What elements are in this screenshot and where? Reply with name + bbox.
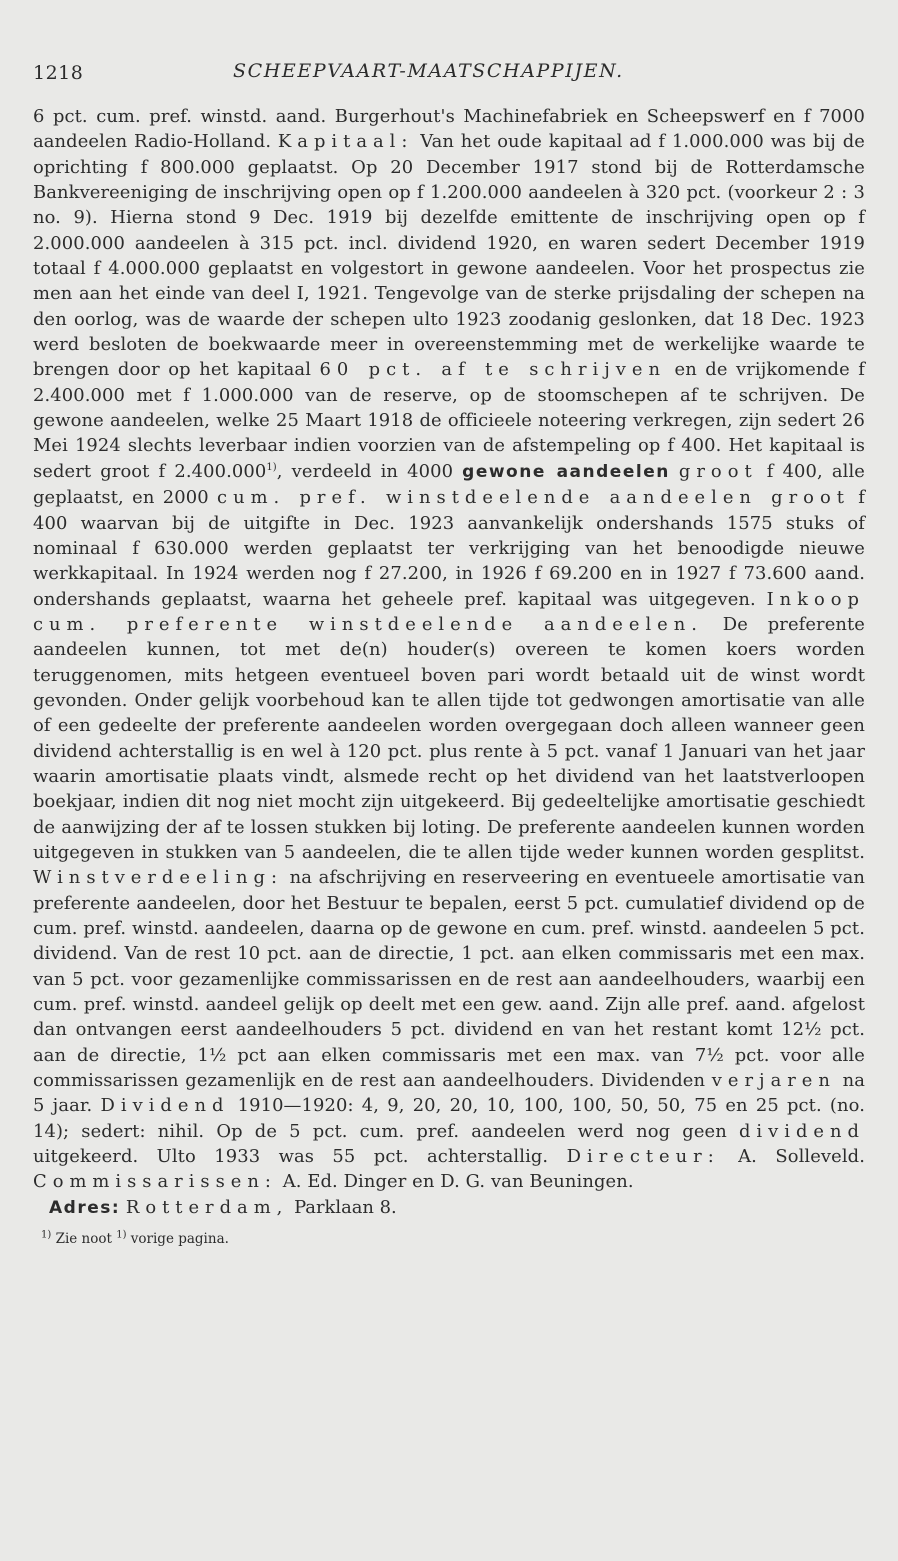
address-line (33, 1195, 865, 1221)
footnote-text-ref: vorige pagina. (130, 1231, 229, 1248)
text-run: A. Ed. Dinger en D. G. van Beuningen. (282, 1171, 634, 1193)
text-run: en de vrijkomende f 2.400.000 met f 1.000.000 van de reserve, op de stoomschepen af te schrijven. De gewone aandeelen, welke 25 Maart 1918 de officieele noteering verkregen, zijn sedert 26 Mei 1924 slechts leverbaar indien voorzien van de afstempeling op f 400. Het kapitaal is sedert groot f 2.400.000 (33, 359, 865, 482)
text-run: na 5 jaar. (33, 1070, 865, 1117)
spaced-word-dividend: dividend (738, 1120, 865, 1142)
spaced-phrase-afschrijven: 60 pct. af te schrijven (319, 359, 666, 381)
spaced-word-verjaren: verjaren (711, 1070, 836, 1092)
section-heading-dividend: Dividend (100, 1095, 230, 1117)
section-heading-kapitaal: Kapitaal: (277, 131, 414, 153)
text-run: uitgekeerd. Ulto 1933 was 55 pct. achterstallig. (33, 1146, 549, 1168)
section-heading-inkoop: Inkoop cum. preferente winstdeelende aandeelen. (33, 588, 865, 635)
emphasis-gewone-aandeelen: gewone aandeelen (462, 461, 670, 482)
page-header (33, 56, 865, 90)
text-run: Van het oude kapitaal ad f 1.000.000 was bij de oprichting f 800.000 geplaatst. Op 20 December 1917 stond bij de Rotterdamsche Bankvereeniging de inschrijving open op f 1.200.000 aandeelen à 320 pct. (voorkeur 2 : 3 no. 9). Hierna stond 9 Dec. 1919 bij dezelfde emittente de inschrijving open op f 2.000.000 aandeelen à 315 pct. incl. dividend 1920, en waren sedert December 1919 totaal f 4.000.000 geplaatst en volgestort in gewone aandeelen. Voor het prospectus zie men aan het einde van deel I, 1921. Tengevolge van de sterke prijsdaling der schepen na den oorlog, was de waarde der schepen ulto 1923 zoodanig geslonken, dat 18 Dec. 1923 werd besloten de boekwaarde meer in overeenstemming met de werkelijke waarde te brengen door op het kapitaal (33, 131, 865, 381)
section-heading-directeur: Directeur: (566, 1146, 720, 1168)
section-heading-winstverdeeling: Winstverdeeling: (33, 867, 284, 889)
address-label: Adres: (49, 1197, 121, 1218)
document-page (33, 56, 865, 1249)
text-run: De preferente aandeelen kunnen, tot met de(n) houder(s) overeen te komen koers worden teruggenomen, mits hetgeen eventueel boven pari wordt betaald uit de winst wordt gevonden. Onder gelijk voorbehoud kan te allen tijde tot gedwongen amortisatie van alle of een gedeelte der preferente aandeelen worden overgegaan doch alleen wanneer geen dividend achterstallig is en wel à 120 pct. plus rente à 5 pct. vanaf 1 Januari van het jaar waarin amortisatie plaats vindt, alsmede recht op het dividend van het laatstverloopen boekjaar, indien dit nog niet mocht zijn uitgekeerd. Bij gedeeltelijke amortisatie geschiedt de aanwijzing der af te lossen stukken bij loting. De preferente aandeelen kunnen worden uitgegeven in stukken van 5 aandeelen, die te allen tijde weder kunnen worden gesplitst. (33, 613, 865, 863)
footnote-marker: 1) (41, 1229, 52, 1241)
spaced-phrase-cum-pref: cum. pref. winstdeelende aandeelen groot (217, 487, 850, 509)
footnote (33, 1229, 865, 1249)
text-run: , verdeeld in 4000 (276, 460, 454, 482)
text-run: A. Solleveld. (738, 1146, 865, 1168)
text-run: 1910—1920: 4, 9, 20, 20, 10, 100, 100, 50, 50, 75 en 25 pct. (no. 14); sedert: nihil. Op de 5 pct. cum. pref. aandeelen werd nog geen (33, 1095, 865, 1142)
text-run: na afschrijving en reserveering en eventueele amortisatie van preferente aandeelen, door het Bestuur te bepalen, eerst 5 pct. cumulatief dividend op de cum. pref. winstd. aandeelen, daarna op de gewone en cum. pref. winstd. aandeelen 5 pct. dividend. Van de rest 10 pct. aan de directie, 1 pct. aan elken commissaris met een max. van 5 pct. voor gezamenlijke commissarissen en de rest aan aandeelhouders, waarbij een cum. pref. winstd. aandeel gelijk op deelt met een gew. aand. Zijn alle pref. aand. afgelost dan ontvangen eerst aandeelhouders 5 pct. dividend en van het restant komt 12½ pct. aan de directie, 1½ pct aan elken commissaris met een max. van 7½ pct. voor alle commissarissen gezamenlijk en de rest aan aandeelhouders. Dividenden (33, 867, 865, 1092)
spaced-word-groot: groot (678, 460, 758, 482)
text-run: f 400 waarvan bij de uitgifte in Dec. 1923 aanvankelijk ondershands 1575 stuks of nominaal f 630.000 werden geplaatst ter verkrijging van het benoodigde nieuwe werkkapitaal. In 1924 werden nog f 27.200, in 1926 f 69.200 en in 1927 f 73.600 aand. ondershands geplaatst, waarna het geheele pref. kapitaal was uitgegeven. (33, 487, 865, 610)
footnote-marker-ref: 1) (116, 1229, 127, 1241)
text-run: f 400, alle geplaatst, en 2000 (33, 460, 865, 509)
section-heading-commissarissen: Commissarissen: (33, 1171, 277, 1193)
address-city: Rotterdam, (125, 1196, 289, 1218)
footnote-text: Zie noot (55, 1231, 112, 1248)
running-title: SCHEEPVAART-MAATSCHAPPIJEN. (233, 60, 624, 82)
body-paragraph (33, 104, 865, 1195)
text-run: 6 pct. cum. pref. winstd. aand. Burgerhout's Machinefabriek en Scheepswerf en f 7000 aandeelen Radio-Holland. (33, 106, 865, 153)
address-street: Parklaan 8. (294, 1196, 397, 1218)
page-number: 1218 (33, 62, 84, 84)
footnote-reference: 1) (266, 461, 277, 473)
